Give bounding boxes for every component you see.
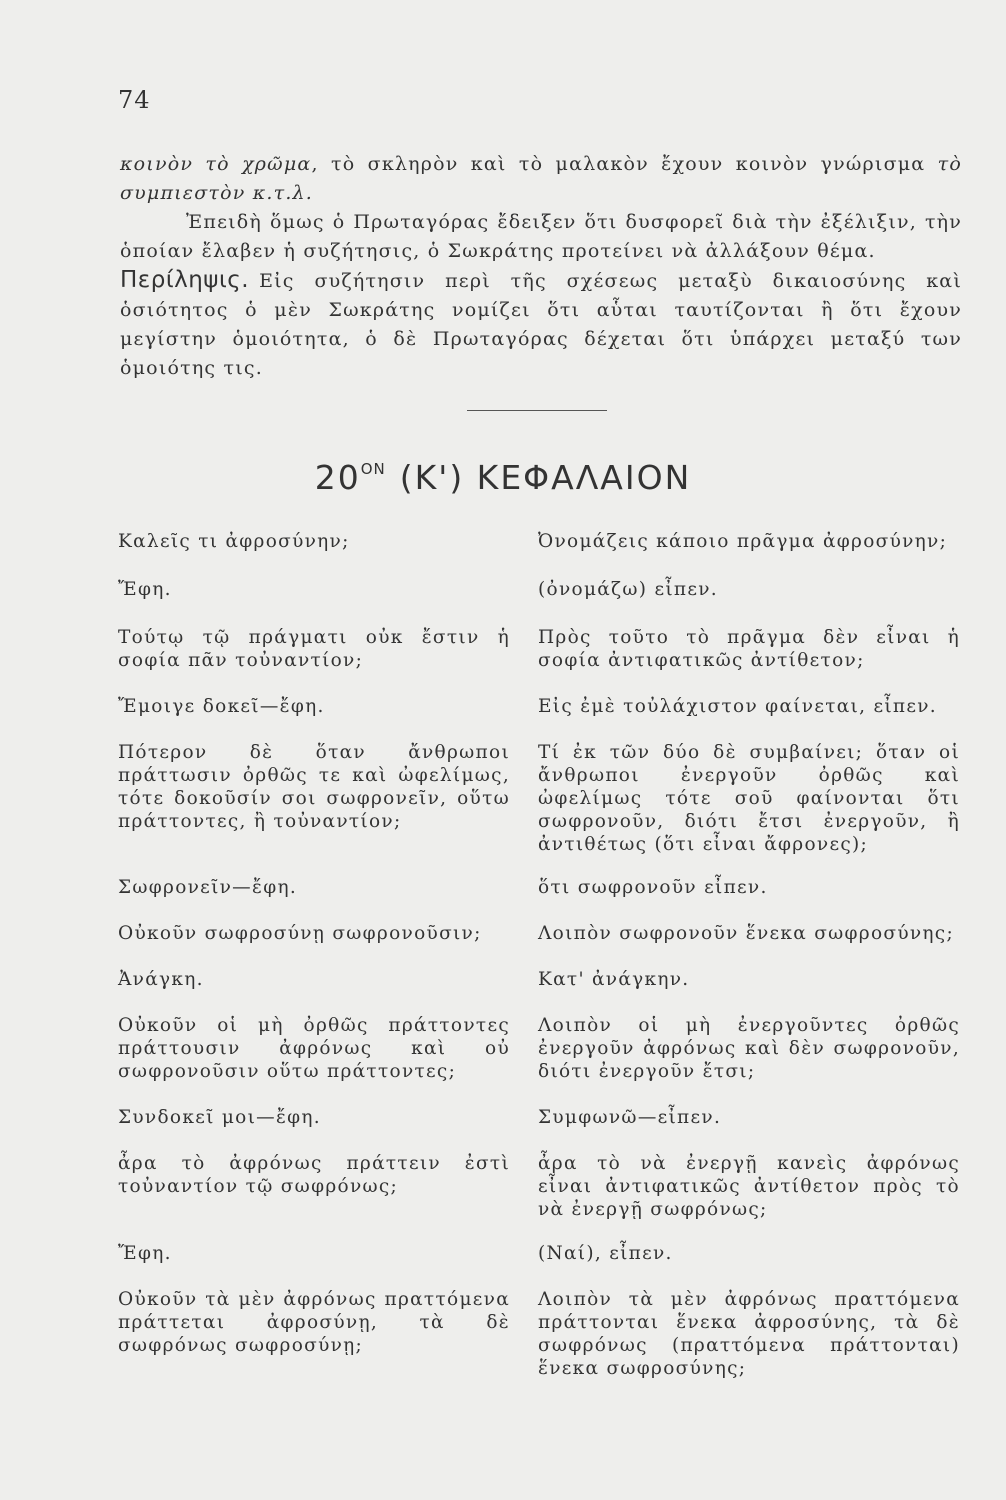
summary-text: Εἰς συζήτησιν περὶ τῆς σχέσεως μεταξὺ δικαιοσύνης καὶ ὁσιότητος ὁ μὲν Σωκράτης νομίζει ὅτι αὗται ταυτίζονται ἢ ὅτι ἔχουν μεγίστην ὁμοιότητα, ὁ δὲ Πρωταγόρας δέχεται ὅτι ὑπάρχει μεταξύ των ὁμοιότης τις. (120, 270, 962, 379)
modern-line-11: ἆρα τὸ νὰ ἐνεργῇ κανεὶς ἀφρόνως εἶναι ἀντιφατικῶς ἀντίθετον πρὸς τὸ νὰ ἐνεργῇ σωφρόνως; (538, 1153, 960, 1220)
intro-italic-a: κοινὸν τὸ χρῶμα (120, 153, 312, 175)
modern-line-8: Κατ' ἀνάγκην. (538, 969, 690, 990)
greek-line-6: Σωφρονεῖν—ἔφη. (118, 877, 298, 898)
intro-paragraph-2: Ἐπειδὴ ὅμως ὁ Πρωταγόρας ἔδειξεν ὅτι δυσφορεῖ διὰ τὴν ἐξέλιξιν, τὴν ὁποίαν ἔλαβεν ἡ συζήτησις, ὁ Σωκράτης προτείνει νὰ ἀλλάξουν θέμα. (120, 211, 962, 262)
greek-line-12: Ἔφη. (118, 1243, 172, 1264)
modern-line-12: (Ναί), εἶπεν. (538, 1243, 673, 1264)
greek-line-5: Πότερον δὲ ὅταν ἄνθρωποι πράττωσιν ὀρθῶς τε καὶ ὠφελίμως, τότε δοκοῦσίν σοι σωφρονεῖν, οὕτω πράττοντες, ἢ τοὐναντίον; (118, 742, 510, 832)
modern-line-7: Λοιπὸν σωφρονοῦν ἕνεκα σωφροσύνης; (538, 923, 954, 944)
intro-line1-rest: , τὸ σκληρὸν καὶ τὸ μαλακὸν ἔχουν κοινὸν γνώρισμα (311, 153, 938, 175)
chapter-number-suffix: ΟΝ (360, 460, 386, 478)
greek-line-9: Οὐκοῦν οἱ μὴ ὀρθῶς πράττοντες πράττουσιν ἀφρόνως καὶ οὐ σωφρονοῦσιν οὕτω πράττοντες; (118, 1015, 510, 1082)
section-divider (467, 410, 607, 411)
page-number: 74 (118, 86, 151, 114)
greek-line-11: ἆρα τὸ ἀφρόνως πράττειν ἐστὶ τοὐναντίον τῷ σωφρόνως; (118, 1153, 510, 1197)
chapter-number: 20 (314, 458, 361, 497)
greek-line-4: Ἔμοιγε δοκεῖ—ἔφη. (118, 696, 325, 717)
summary-paragraph (120, 266, 962, 383)
greek-line-1: Καλεῖς τι ἀφροσύνην; (118, 531, 350, 552)
modern-line-1: Ὀνομάζεις κάποιο πρᾶγμα ἀφροσύνην; (538, 531, 948, 552)
summary-heading: Περίληψις. (120, 267, 250, 293)
intro-paragraph-1 (120, 150, 962, 208)
greek-line-10: Συνδοκεῖ μοι—ἔφη. (118, 1107, 321, 1128)
modern-line-6: ὅτι σωφρονοῦν εἶπεν. (538, 877, 768, 898)
greek-line-13: Οὐκοῦν τὰ μὲν ἀφρόνως πραττόμενα πράττεται ἀφροσύνῃ, τὰ δὲ σωφρόνως σωφροσύνῃ; (118, 1289, 510, 1356)
greek-line-7: Οὐκοῦν σωφροσύνῃ σωφρονοῦσιν; (118, 923, 482, 944)
modern-line-13: Λοιπὸν τὰ μὲν ἀφρόνως πραττόμενα πράττονται ἕνεκα ἀφροσύνης, τὰ δὲ σωφρόνως (πραττόμενα πράττονται) ἕνεκα σωφροσύνης; (538, 1289, 960, 1379)
modern-line-3: Πρὸς τοῦτο τὸ πρᾶγμα δὲν εἶναι ἡ σοφία ἀντιφατικῶς ἀντίθετον; (538, 627, 960, 671)
modern-line-4: Εἰς ἐμὲ τοὐλάχιστον φαίνεται, εἶπεν. (538, 696, 937, 717)
greek-line-2: Ἔφη. (118, 579, 172, 600)
chapter-heading: (Κ') ΚΕΦΑΛΑΙΟΝ (399, 458, 692, 497)
chapter-title (0, 458, 1006, 497)
chapter-number-group (315, 458, 386, 497)
intro-italic-b: τὸ συμπιεστὸν κ.τ.λ. (120, 153, 963, 204)
modern-line-2: (ὀνομάζω) εἶπεν. (538, 579, 718, 600)
greek-line-8: Ἀνάγκη. (118, 969, 204, 990)
modern-line-10: Συμφωνῶ—εἶπεν. (538, 1107, 722, 1128)
modern-line-5: Τί ἐκ τῶν δύο δὲ συμβαίνει; ὅταν οἱ ἄνθρωποι ἐνεργοῦν ὀρθῶς καὶ ὠφελίμως τότε σοῦ φαίνονται ὅτι σωφρονοῦν, διότι ἔτσι ἐνεργοῦν, ἢ ἀντιθέτως (ὅτι εἶναι ἄφρονες); (538, 742, 960, 855)
modern-line-9: Λοιπὸν οἱ μὴ ἐνεργοῦντες ὀρθῶς ἐνεργοῦν ἀφρόνως καὶ δὲν σωφρονοῦν, διότι ἐνεργοῦν ἔτσι; (538, 1015, 960, 1082)
greek-line-3: Τούτῳ τῷ πράγματι οὐκ ἔστιν ἡ σοφία πᾶν τοὐναντίον; (118, 627, 510, 671)
intro-text (120, 150, 962, 383)
